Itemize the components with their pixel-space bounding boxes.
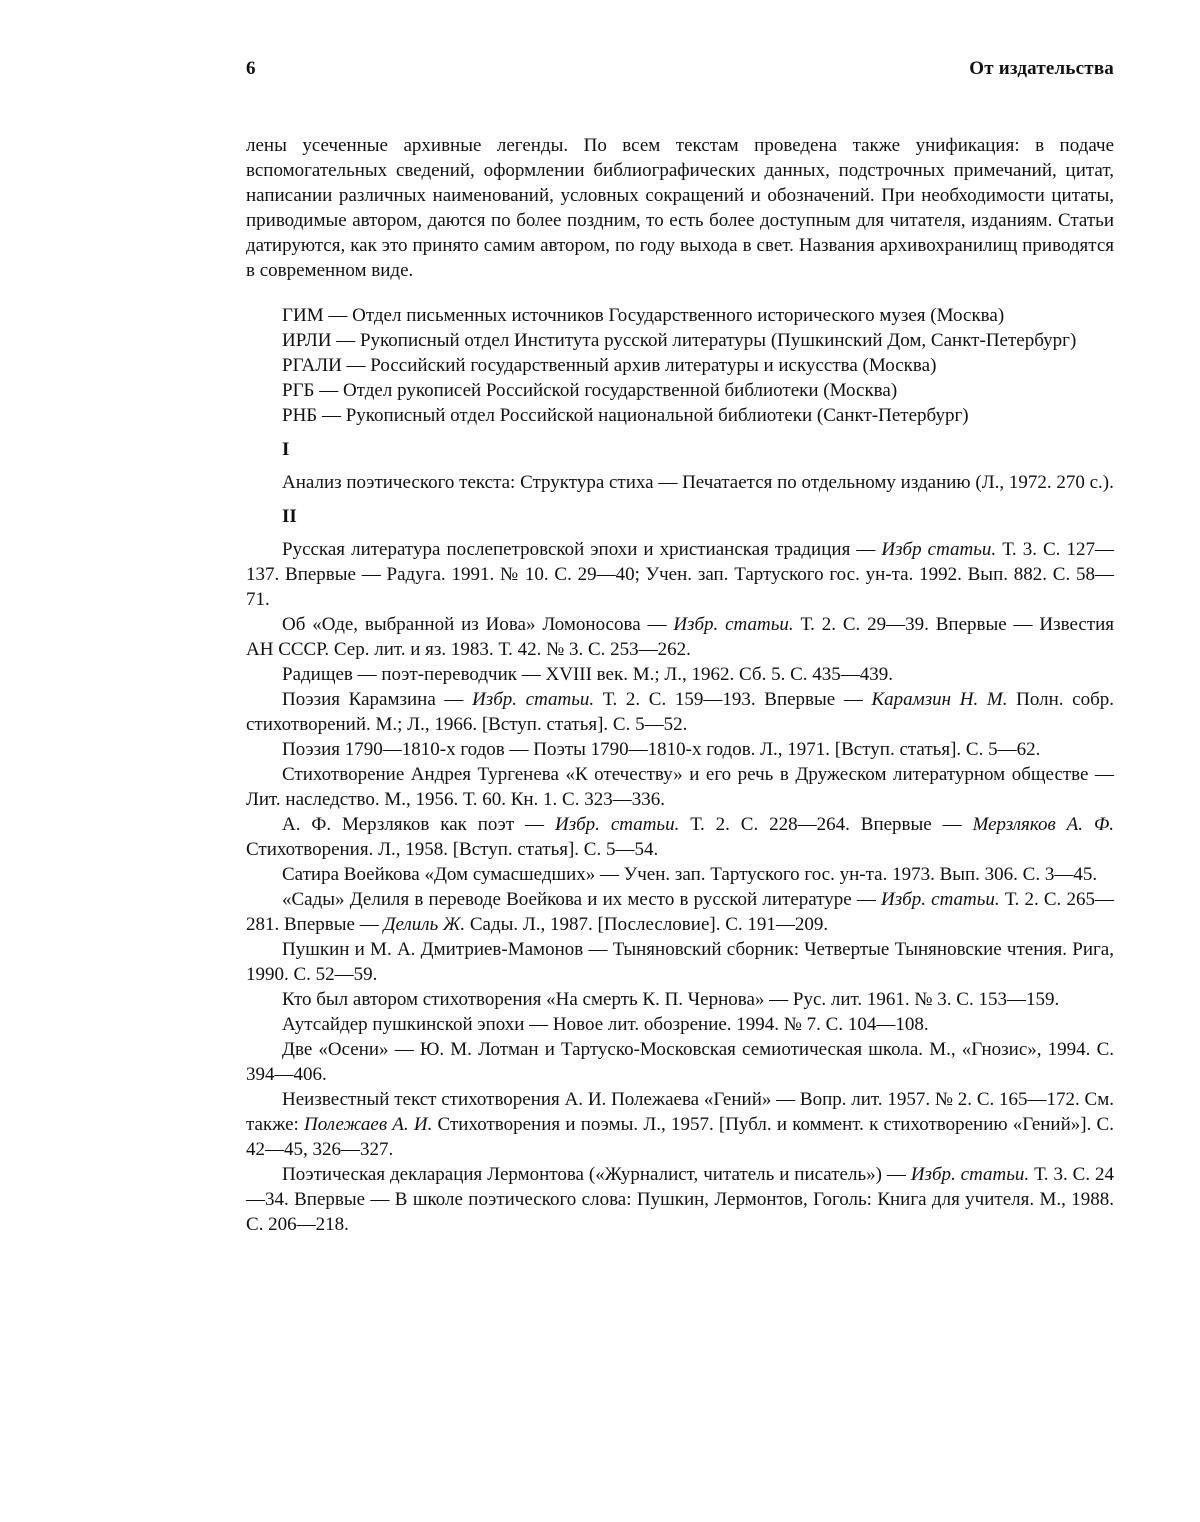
entry-text-fragment: Кто был автором стихотворения «На смерть К. П. Чернова» — Рус. лит. 1961. № 3. С. 153—159.	[282, 989, 1060, 1010]
abbreviation-list	[246, 303, 1114, 428]
abbreviation-gim: ГИМ — Отдел письменных источников Государственного исторического музея (Москва)	[282, 305, 1005, 326]
entry-text-fragment: Поэзия 1790—1810-х годов — Поэты 1790—1810-х годов. Л., 1971. [Вступ. статья]. С. 5—62.	[282, 739, 1041, 760]
entry-text-fragment: Поэтическая декларация Лермонтова («Журналист, читатель и писатель») —	[282, 1164, 911, 1185]
entry-italic-fragment: Избр. статьи.	[673, 614, 794, 635]
running-title: От издательства	[969, 58, 1114, 79]
bibliography-entry	[246, 987, 1114, 1012]
bibliography-entry	[246, 1012, 1114, 1037]
entry-italic-fragment: Избр. статьи.	[881, 889, 1000, 910]
entry-text-fragment: Стихотворение Андрея Тургенева «К отечеству» и его речь в Дружеском литературном обществе — Лит. наследство. М., 1956. Т. 60. Кн. 1. С. 323—336.	[246, 764, 1114, 810]
bibliography-entry	[246, 662, 1114, 687]
entry-text-fragment: Т. 3. С. 24—34. Впервые — В школе поэтического слова: Пушкин, Лермонтов, Гоголь: Книга для учителя. М., 1988. С. 206—218.	[246, 1164, 1114, 1235]
entry-text-fragment: Пушкин и М. А. Дмитриев-Мамонов — Тыняновский сборник: Четвертые Тыняновские чтения. Рига, 1990. С. 52—59.	[246, 939, 1114, 985]
entry-italic-fragment: Избр статьи.	[881, 539, 997, 560]
entry-italic-fragment: Полежаев А. И.	[304, 1114, 433, 1135]
bibliography-entry	[246, 812, 1114, 862]
entry-text-fragment: Об «Оде, выбранной из Иова» Ломоносова —	[282, 614, 674, 635]
entry-italic-fragment: Избр. статьи.	[910, 1164, 1030, 1185]
entry-text-fragment: Две «Осени» — Ю. М. Лотман и Тартуско-Московская семиотическая школа. М., «Гнозис», 1994. С. 394—406.	[246, 1039, 1114, 1085]
section-numeral-2: II	[282, 506, 297, 527]
bibliography-entry	[246, 687, 1114, 737]
entry-italic-fragment: Делиль Ж.	[383, 914, 466, 935]
abbreviation-rgali: РГАЛИ — Российский государственный архив литературы и искусства (Москва)	[282, 355, 937, 376]
entry-text-fragment: Радищев — поэт-переводчик — XVIII век. М.; Л., 1962. Сб. 5. С. 435—439.	[282, 664, 894, 685]
intro-paragraph: лены усеченные архивные легенды. По всем текстам проведена также унификация: в подаче вспомогательных сведений, оформлении библиографических данных, подстрочных примечаний, цитат, написании различных наименований, условных сокращений и обозначений. При необходимости цитаты, приводимые автором, даются по более поздним, то есть более доступным для читателя, изданиям. Статьи датируются, как это принято самим автором, по году выхода в свет. Названия архивохранилищ приводятся в современном виде.	[246, 135, 1114, 281]
entry-text-fragment: Т. 2. С. 29—39. Впервые — Известия АН СССР. Сер. лит. и яз. 1983. Т. 42. № 3. С. 253—262.	[246, 614, 1114, 660]
entry-text-fragment: Т. 2. С. 265—281. Впервые —	[246, 889, 1114, 935]
entry-text-fragment: Т. 3. С. 127—137. Впервые — Радуга. 1991. № 10. С. 29—40; Учен. зап. Тартуского гос. ун-та. 1992. Вып. 882. С. 58—71.	[246, 539, 1114, 610]
running-header	[246, 58, 1114, 88]
abbreviation-rnb: РНБ — Рукописный отдел Российской национальной библиотеки (Санкт-Петербург)	[282, 405, 969, 426]
bibliography-entry	[246, 937, 1114, 987]
entry-text-fragment: Неизвестный текст стихотворения А. И. Полежаева «Гений» — Вопр. лит. 1957. № 2. С. 165—172. См. также:	[246, 1089, 1114, 1135]
entry-italic-fragment: Карамзин Н. М.	[871, 689, 1008, 710]
bibliography-entry	[246, 762, 1114, 812]
entry-text-fragment: Т. 2. С. 228—264. Впервые —	[679, 814, 973, 835]
bibliography-entry	[246, 1162, 1114, 1237]
bibliography-entry	[246, 1037, 1114, 1087]
entry-text-fragment: Поэзия Карамзина —	[282, 689, 473, 710]
bibliography-entry	[246, 537, 1114, 612]
entry-text-fragment: Аутсайдер пушкинской эпохи — Новое лит. обозрение. 1994. № 7. С. 104—108.	[282, 1014, 929, 1035]
bibliography-entry	[246, 862, 1114, 887]
section2-entry-list	[246, 537, 1114, 1237]
entry-text-fragment: Стихотворения. Л., 1958. [Вступ. статья]. С. 5—54.	[246, 839, 659, 860]
section-numeral-1: I	[282, 439, 290, 460]
entry-italic-fragment: Избр. статьи.	[554, 814, 680, 835]
abbreviation-rgb: РГБ — Отдел рукописей Российской государственной библиотеки (Москва)	[282, 380, 898, 401]
bibliography-entry	[246, 737, 1114, 762]
entry-text-fragment: Стихотворения и поэмы. Л., 1957. [Публ. и коммент. к стихотворению «Гений»]. С. 42—45, 326—327.	[246, 1114, 1114, 1160]
entry-text-fragment: Сатира Воейкова «Дом сумасшедших» — Учен. зап. Тартуского гос. ун-та. 1973. Вып. 306. С. 3—45.	[282, 864, 1098, 885]
entry-text-fragment: А. Ф. Мерзляков как поэт —	[282, 814, 555, 835]
entry-text-fragment: Т. 2. С. 159—193. Впервые —	[594, 689, 872, 710]
entry-text-fragment: Полн. собр. стихотворений. М.; Л., 1966. [Вступ. статья]. С. 5—52.	[246, 689, 1114, 735]
entry-italic-fragment: Мерзляков А. Ф.	[972, 814, 1114, 835]
bibliography-entry	[246, 612, 1114, 662]
abbreviation-irli: ИРЛИ — Рукописный отдел Института русской литературы (Пушкинский Дом, Санкт-Петербург)	[282, 330, 1077, 351]
bibliography-entry	[246, 887, 1114, 937]
bibliography-entry	[246, 1087, 1114, 1162]
page-number: 6	[246, 58, 256, 79]
section1-entry: Анализ поэтического текста: Структура стиха — Печатается по отдельному изданию (Л., 1972. 270 с.).	[282, 472, 1114, 493]
entry-text-fragment: Сады. Л., 1987. [Послесловие]. С. 191—209.	[465, 914, 829, 935]
entry-italic-fragment: Избр. статьи.	[472, 689, 595, 710]
entry-text-fragment: «Сады» Делиля в переводе Воейкова и их место в русской литературе —	[282, 889, 882, 910]
entry-text-fragment: Русская литература послепетровской эпохи и христианская традиция —	[282, 539, 882, 560]
document-page	[246, 58, 1114, 1237]
